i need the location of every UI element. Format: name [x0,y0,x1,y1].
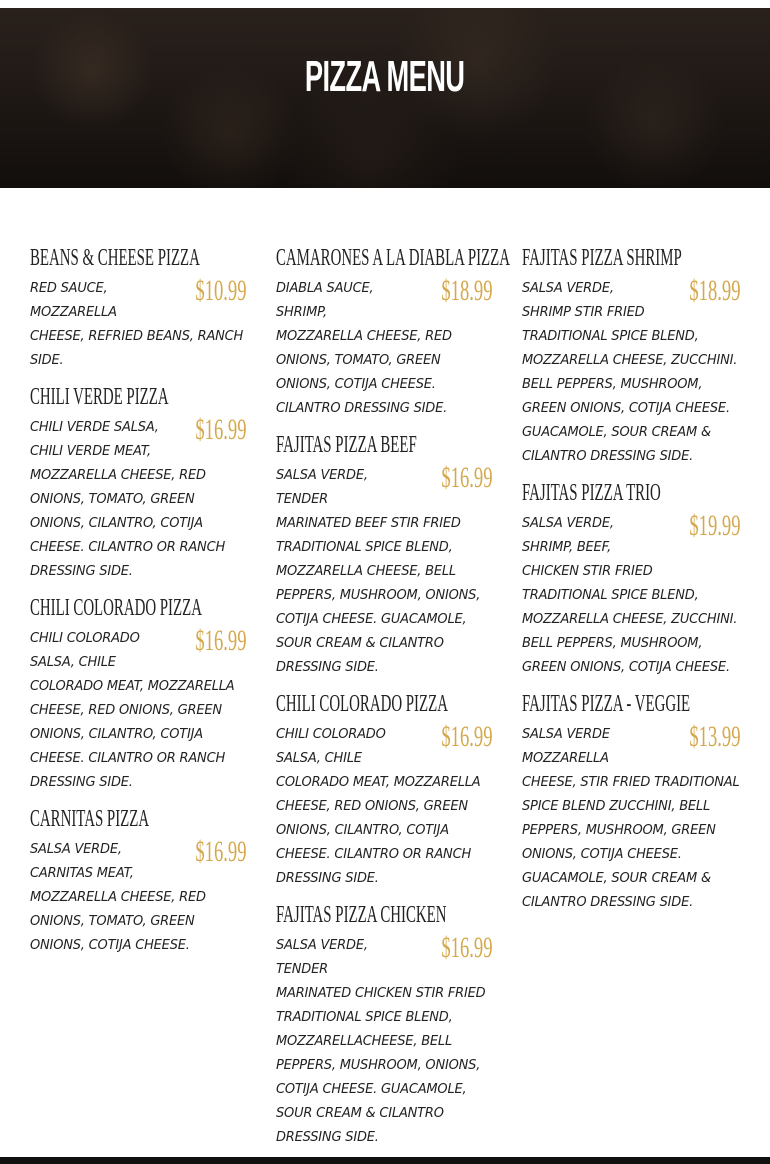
page-title: PIZZA MENU [305,52,465,102]
menu-item [276,430,492,680]
menu-item-description: SALSA VERDE, TENDER MARINATED CHICKEN STIR FRIED TRADITIONAL SPICE BLEND, MOZZARELLACHEESE, BELL PEPPERS, MUSHROOM, ONIONS, COTIJA CHEESE. GUACAMOLE, SOUR CREAM & CILANTRO DRESSING SIDE. [276,938,486,1145]
menu-item-price: $10.99 [194,274,246,307]
menu-column-2 [276,243,510,1159]
menu-item [276,689,492,891]
menu-item-description: CHILI COLORADO SALSA, CHILE COLORADO MEAT, MOZZARELLA CHEESE, RED ONIONS, GREEN ONIONS, CILANTRO, COTIJA CHEESE. CILANTRO OR RANCH DRESSING SIDE. [276,727,481,886]
menu-item-price: $16.99 [194,624,246,657]
menu-item-title: CHILI VERDE PIZZA [30,384,169,410]
menu-item-price: $18.99 [440,274,492,307]
menu-item-description: DIABLA SAUCE, SHRIMP, MOZZARELLA CHEESE, RED ONIONS, TOMATO, GREEN ONIONS, COTIJA CHEESE. CILANTRO DRESSING SIDE. [276,281,452,416]
menu-column-1 [30,243,246,1159]
top-bar [0,0,770,8]
menu-item-description: CHILI VERDE SALSA, CHILI VERDE MEAT, MOZZARELLA CHEESE, RED ONIONS, TOMATO, GREEN ONIONS, CILANTRO, COTIJA CHEESE. CILANTRO OR RANCH DRESSING SIDE. [30,420,226,579]
menu-item [30,593,246,795]
menu-item-title: CHILI COLORADO PIZZA [30,595,202,621]
menu-item-title: CARNITAS PIZZA [30,806,150,832]
menu-item-title: BEANS & CHEESE PIZZA [30,245,200,271]
menu-item-description: SALSA VERDE, SHRIMP STIR FRIED TRADITIONAL SPICE BLEND, MOZZARELLA CHEESE, ZUCCHINI. BELL PEPPERS, MUSHROOM, GREEN ONIONS, COTIJA CHEESE. GUACAMOLE, SOUR CREAM & CILANTRO DRESSING SIDE. [522,281,738,464]
menu-item-price: $13.99 [688,720,740,753]
menu-item [276,900,492,1150]
menu-item-price: $16.99 [194,835,246,868]
menu-item-price: $16.99 [194,413,246,446]
menu-item-title: FAJITAS PIZZA TRIO [522,480,661,506]
menu-item [522,243,740,469]
menu-item-title: FAJITAS PIZZA CHICKEN [276,902,447,928]
menu-item-price: $18.99 [688,274,740,307]
menu-item [30,804,246,958]
bottom-bar [0,1157,770,1164]
menu-item-description: SALSA VERDE MOZZARELLA CHEESE, STIR FRIED TRADITIONAL SPICE BLEND ZUCCHINI, BELL PEPPERS, MUSHROOM, GREEN ONIONS, COTIJA CHEESE. GUACAMOLE, SOUR CREAM & CILANTRO DRESSING SIDE. [522,727,740,910]
menu-item-description: SALSA VERDE, TENDER MARINATED BEEF STIR FRIED TRADITIONAL SPICE BLEND, MOZZARELLA CHEESE, BELL PEPPERS, MUSHROOM, ONIONS, COTIJA CHEESE. GUACAMOLE, SOUR CREAM & CILANTRO DRESSING SIDE. [276,468,481,675]
menu-item-price: $19.99 [688,509,740,542]
menu-item-title: FAJITAS PIZZA - VEGGIE [522,691,691,717]
menu-item [30,382,246,584]
menu-item-description: CHILI COLORADO SALSA, CHILE COLORADO MEAT, MOZZARELLA CHEESE, RED ONIONS, GREEN ONIONS, CILANTRO, COTIJA CHEESE. CILANTRO OR RANCH DRESSING SIDE. [30,631,235,790]
menu-item-description: RED SAUCE, MOZZARELLA CHEESE, REFRIED BEANS, RANCH SIDE. [30,281,244,368]
menu-item [522,478,740,680]
menu-item-description: SALSA VERDE, CARNITAS MEAT, MOZZARELLA CHEESE, RED ONIONS, TOMATO, GREEN ONIONS, COTIJA CHEESE. [30,842,206,953]
menu-item [276,243,510,421]
menu-item [30,243,246,373]
menu-item-title: FAJITAS PIZZA BEEF [276,432,417,458]
menu-item-price: $16.99 [440,931,492,964]
menu-grid [30,243,750,1159]
hero-banner [0,8,770,188]
menu-item-price: $16.99 [440,720,492,753]
menu-column-3 [522,243,740,1159]
menu-item-title: CHILI COLORADO PIZZA [276,691,448,717]
menu-item-title: CAMARONES A LA DIABLA PIZZA [276,245,510,271]
menu-item-title: FAJITAS PIZZA SHRIMP [522,245,682,271]
menu-item-description: SALSA VERDE, SHRIMP, BEEF, CHICKEN STIR FRIED TRADITIONAL SPICE BLEND, MOZZARELLA CHEESE, ZUCCHINI. BELL PEPPERS, MUSHROOM, GREEN ONIONS, COTIJA CHEESE. [522,516,738,675]
menu-item-price: $16.99 [440,461,492,494]
menu-item [522,689,740,915]
